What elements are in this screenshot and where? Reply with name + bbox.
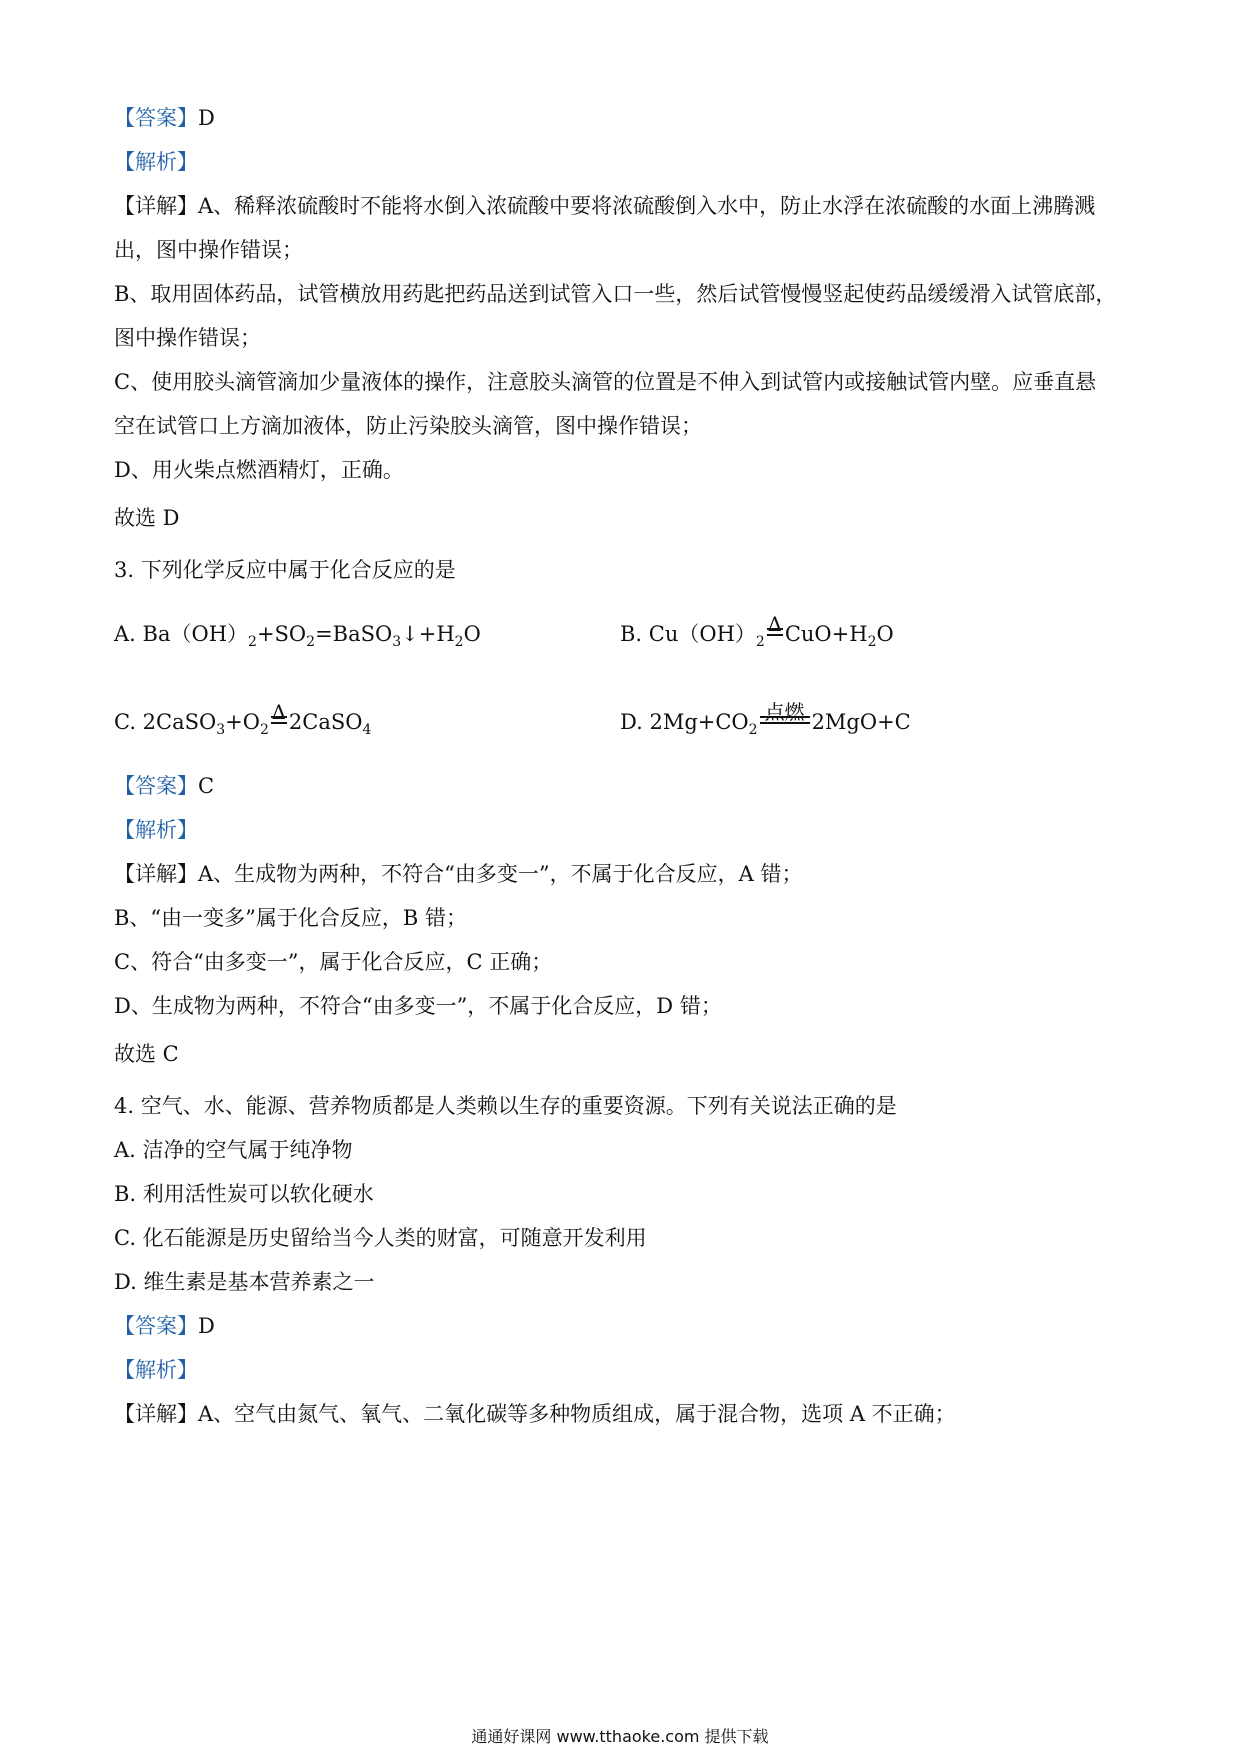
q2-detail-b1: B、取用固体药品，试管横放用药匙把药品送到试管入口一些，然后试管慢慢竖起使药品缓缓滑入试管底部， <box>114 282 1117 306</box>
q3-detail-c: C、符合“由多变一”，属于化合反应，C 正确； <box>114 950 553 974</box>
q4-option-d: D. 维生素是基本营养素之一 <box>114 1270 375 1294</box>
q4-option-c: C. 化石能源是历史留给当今人类的财富，可随意开发利用 <box>114 1226 647 1250</box>
answer-tag: 答案 <box>135 106 177 130</box>
q4-answer: 【答案】D <box>114 1314 215 1338</box>
q3-detail-a: 【详解】A、生成物为两种，不符合“由多变一”，不属于化合反应，A 错； <box>114 862 803 886</box>
q3-option-d: D. $2Mg+CO_2$ 点燃 2MgO+C <box>620 700 911 738</box>
answer-value: D <box>198 1314 215 1338</box>
analysis-tag: 解析 <box>135 1358 177 1382</box>
q3-option-a: A. $Ba(OH)_2+SO_2=BaSO_3↓+H_2O$ <box>114 622 481 650</box>
answer-tag: 答案 <box>135 774 177 798</box>
q3-analysis: 【解析】 <box>114 818 198 842</box>
answer-value: C <box>198 774 215 798</box>
q2-detail-d: D、用火柴点燃酒精灯，正确。 <box>114 458 404 482</box>
answer-value: D <box>198 106 215 130</box>
analysis-tag: 解析 <box>135 818 177 842</box>
q3-detail-d: D、生成物为两种，不符合“由多变一”，不属于化合反应，D 错； <box>114 994 722 1018</box>
heat-condition: Δ <box>271 700 287 724</box>
q2-detail-c2: 空在试管口上方滴加液体，防止污染胶头滴管，图中操作错误； <box>114 414 702 438</box>
detail-tag: 详解 <box>135 862 177 886</box>
q2-detail-a2: 出，图中操作错误； <box>114 238 303 262</box>
q2-detail-c1: C、使用胶头滴管滴加少量液体的操作，注意胶头滴管的位置是不伸入到试管内或接触试管内壁。应垂直悬 <box>114 370 1097 394</box>
q2-detail-b2: 图中操作错误； <box>114 326 261 350</box>
detail-tag: 详解 <box>135 194 177 218</box>
analysis-tag: 解析 <box>135 150 177 174</box>
q3-detail-b: B、“由一变多”属于化合反应，B 错； <box>114 906 468 930</box>
q3-conclusion: 故选 C <box>114 1042 179 1066</box>
detail-tag: 详解 <box>135 1402 177 1426</box>
q4-option-b: B. 利用活性炭可以软化硬水 <box>114 1182 374 1206</box>
q2-analysis: 【解析】 <box>114 150 198 174</box>
page-footer: 通通好课网 www.tthaoke.com 提供下载 <box>471 1727 769 1746</box>
q3-option-b: B. $Cu(OH)_2$ Δ $CuO+H_2O$ <box>620 612 894 650</box>
q4-question: 4. 空气、水、能源、营养物质都是人类赖以生存的重要资源。下列有关说法正确的是 <box>114 1094 897 1118</box>
q3-option-c: C. $2CaSO_3+O_2$ Δ 2CaSO$_4$ <box>114 700 372 738</box>
q2-detail-a1: 【详解】A、稀释浓硫酸时不能将水倒入浓硫酸中要将浓硫酸倒入水中，防止水浮在浓硫酸的水面上沸腾溅 <box>114 194 1096 218</box>
q2-conclusion: 故选 D <box>114 506 180 530</box>
answer-tag: 答案 <box>135 1314 177 1338</box>
q2-answer: 【答案】D <box>114 106 215 130</box>
q4-analysis: 【解析】 <box>114 1358 198 1382</box>
q3-question: 3. 下列化学反应中属于化合反应的是 <box>114 558 456 582</box>
q4-detail-a: 【详解】A、空气由氮气、氧气、二氧化碳等多种物质组成，属于混合物，选项 A 不正确； <box>114 1402 956 1426</box>
detail-text: A、稀释浓硫酸时不能将水倒入浓硫酸中要将浓硫酸倒入水中，防止水浮在浓硫酸的水面上沸腾溅 <box>198 194 1096 218</box>
q4-option-a: A. 洁净的空气属于纯净物 <box>114 1138 353 1162</box>
ignite-condition: 点燃 <box>760 708 810 736</box>
q3-answer: 【答案】C <box>114 774 215 798</box>
heat-condition: Δ <box>767 612 783 636</box>
